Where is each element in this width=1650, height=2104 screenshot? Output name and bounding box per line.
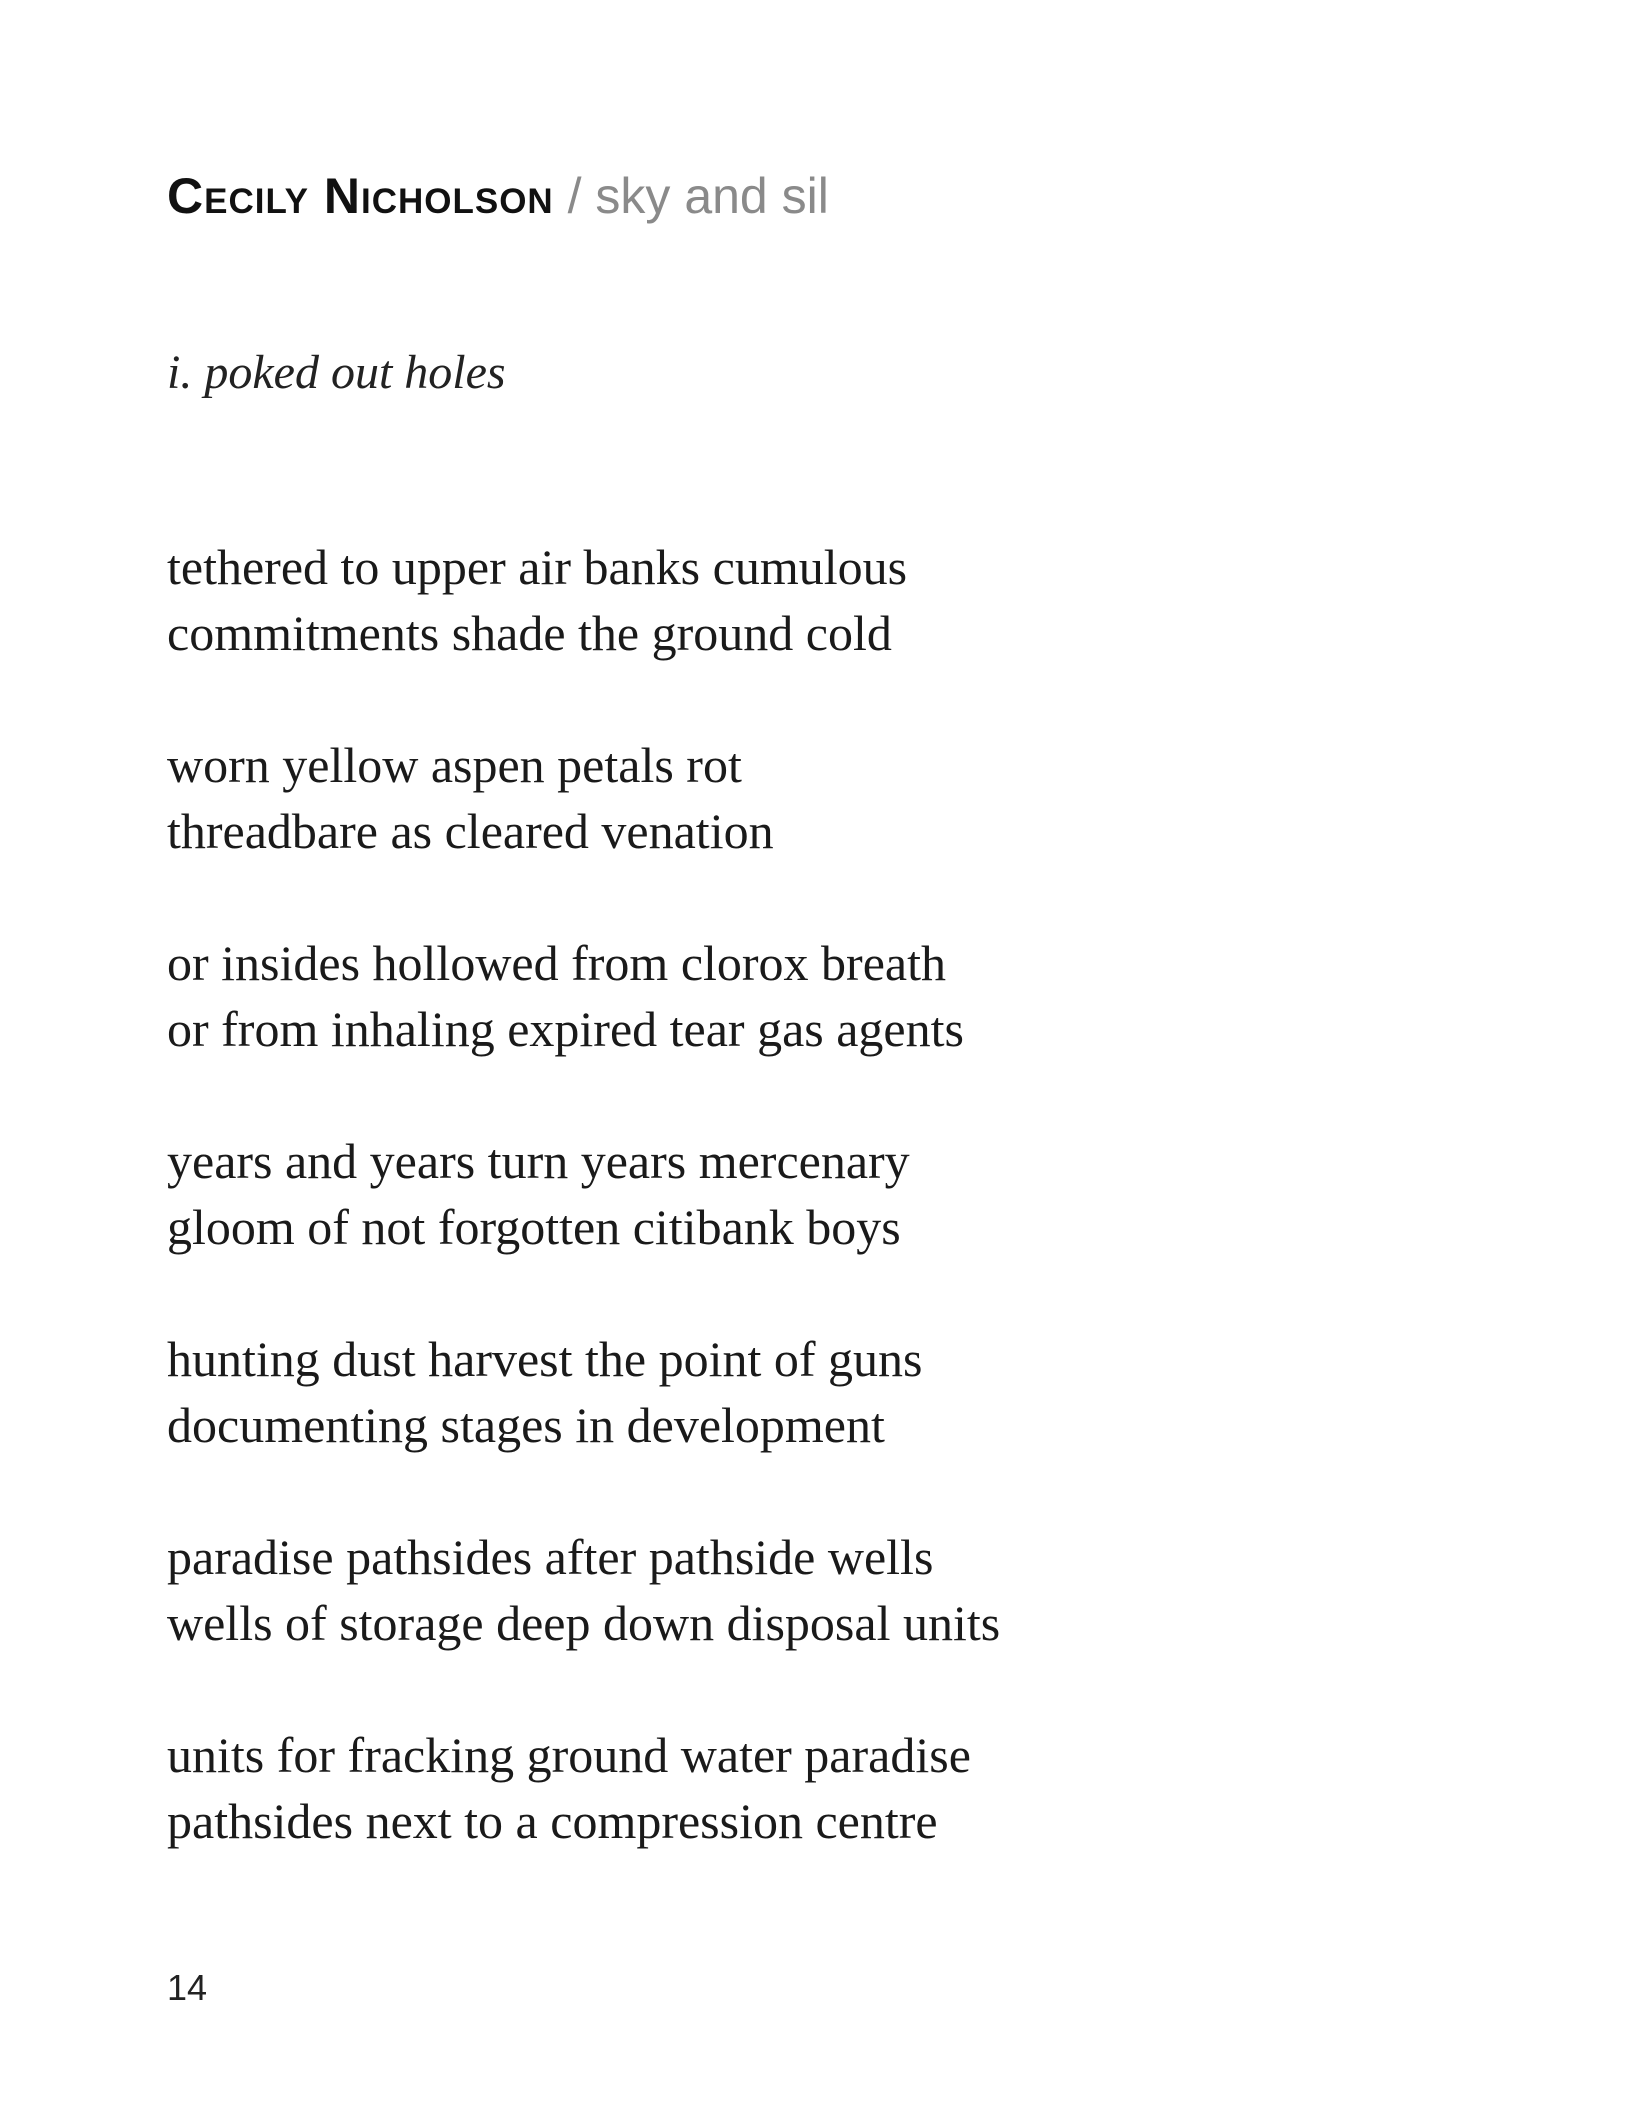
page-number: 14	[167, 1967, 208, 2008]
poem-line: worn yellow aspen petals rot	[167, 737, 742, 793]
stanza	[167, 930, 1000, 1062]
header-separator: /	[567, 168, 582, 224]
stanza	[167, 1326, 1000, 1458]
poem-line: or insides hollowed from clorox breath	[167, 935, 946, 991]
poem-line: hunting dust harvest the point of guns	[167, 1331, 923, 1387]
section-title: i. poked out holes	[167, 346, 506, 399]
poem-line: wells of storage deep down disposal units	[167, 1595, 1001, 1651]
stanza	[167, 1524, 1000, 1656]
poem-line: years and years turn years mercenary	[167, 1133, 910, 1189]
poem-body	[167, 534, 1000, 1920]
poem-line: documenting stages in development	[167, 1397, 885, 1453]
running-header	[167, 160, 829, 232]
poem-line: gloom of not forgotten citibank boys	[167, 1199, 901, 1255]
stanza	[167, 1722, 1000, 1854]
poem-line: threadbare as cleared venation	[167, 803, 774, 859]
poem-line: or from inhaling expired tear gas agents	[167, 1001, 964, 1057]
stanza	[167, 534, 1000, 666]
poem-line: commitments shade the ground cold	[167, 605, 892, 661]
author-name: Cecily Nicholson	[167, 168, 554, 224]
stanza	[167, 732, 1000, 864]
poem-title: sky and sil	[595, 168, 829, 224]
poem-line: paradise pathsides after pathside wells	[167, 1529, 934, 1585]
stanza	[167, 1128, 1000, 1260]
poem-line: units for fracking ground water paradise	[167, 1727, 971, 1783]
poem-line: tethered to upper air banks cumulous	[167, 539, 908, 595]
poem-line: pathsides next to a compression centre	[167, 1793, 938, 1849]
